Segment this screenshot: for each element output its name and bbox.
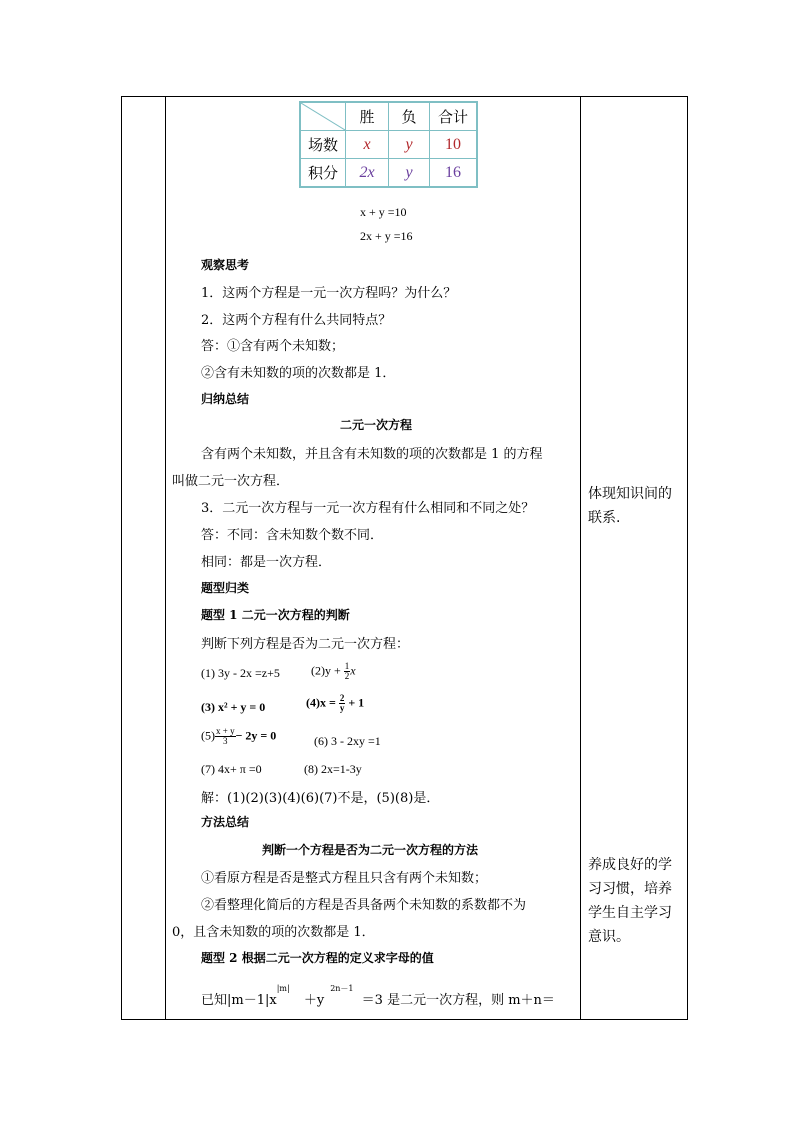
- method-title: 判断一个方程是否为二元一次方程的方法: [262, 843, 479, 857]
- row-label-points: 积分: [300, 159, 346, 188]
- problem-2-text: (2)y +: [311, 663, 341, 678]
- problem-6: (6) 3 - 2xy =1: [314, 734, 381, 748]
- summary-title: 二元一次方程: [340, 418, 413, 432]
- problem-8: (8) 2x=1-3y: [304, 762, 362, 776]
- problem-4: (4)x = $\frac{2}{y}$ + 1: [306, 693, 365, 713]
- sidenote-connection: 体现知识间的联系.: [588, 486, 672, 526]
- summary-heading: 归纳总结: [201, 392, 250, 406]
- method-step3: 0，且含未知数的项的次数都是 1．: [172, 925, 375, 940]
- column-divider-2: [580, 96, 581, 1020]
- fraction-two-over-y: $\frac{2}{y}$: [339, 693, 345, 713]
- summary-a4: 相同：都是一次方程．: [201, 555, 332, 570]
- header-total: 合计: [430, 102, 478, 131]
- type1-solution: 解：(1)(2)(3)(4)(6)(7)不是，(5)(8)是．: [201, 791, 440, 806]
- summary-q3: 3．二元一次方程与一元一次方程有什么相同和不同之处？: [201, 501, 535, 516]
- cell-points-loss: y: [389, 159, 430, 188]
- problem-1: (1) 3y - 2x =z+5: [201, 666, 280, 680]
- summary-a3: 答：不同：含未知数个数不同．: [201, 528, 384, 543]
- cell-games-win: x: [346, 131, 389, 159]
- method-heading: 方法总结: [201, 815, 250, 829]
- method-step2: ②看整理化简后的方程是否具备两个未知数的系数都不为: [201, 898, 527, 913]
- observe-a1: 答：①含有两个未知数；: [201, 339, 345, 354]
- equation-2: 2x + y =16: [360, 229, 413, 243]
- fraction-x-plus-y: $\frac{x + y}{3}$: [216, 726, 235, 746]
- cell-games-loss: y: [389, 131, 430, 159]
- type1-title: 题型 1 二元一次方程的判断: [201, 608, 350, 622]
- types-heading: 题型归类: [201, 581, 250, 595]
- method-step1: ①看原方程是否是整式方程且只含有两个未知数；: [201, 871, 488, 886]
- observe-q2: 2．这两个方程有什么共同特点？: [201, 313, 392, 328]
- observe-heading: 观察思考: [201, 258, 250, 272]
- problem-3: (3) x² + y = 0: [201, 700, 266, 714]
- equation-1: x + y =10: [360, 205, 407, 219]
- observe-a2: ②含有未知数的项的次数都是 1．: [201, 366, 396, 381]
- header-loss: 负: [389, 102, 430, 131]
- summary-line2: 叫做二元一次方程．: [172, 474, 290, 489]
- fraction-one-half: $\frac{1}{2}$: [344, 661, 350, 681]
- type2-question: 已知$|m-1|x^{|m|} +y^{2n-1} =3$ 是二元一次方程，则 m＋n＝: [201, 983, 555, 1008]
- sidenote-habits: 养成良好的学习习惯，培养学生自主学习意识。: [588, 857, 672, 945]
- problem-5: (5) $\frac{x + y}{3}$ − 2y = 0: [201, 726, 277, 746]
- summary-line1: 含有两个未知数，并且含有未知数的项的次数都是 1 的方程: [201, 447, 543, 462]
- problem-7: (7) 4x+ π =0: [201, 762, 262, 776]
- column-divider-1: [165, 96, 166, 1020]
- cell-games-total: 10: [430, 131, 478, 159]
- cell-points-win: 2x: [346, 159, 389, 188]
- row-label-games: 场数: [300, 131, 346, 159]
- corner-cell: [300, 102, 346, 131]
- win-loss-table: [299, 101, 478, 188]
- header-win: 胜: [346, 102, 389, 131]
- type2-title: 题型 2 根据二元一次方程的定义求字母的值: [201, 951, 434, 965]
- problem-2: (2)y + $\frac{1}{2}$ x: [311, 661, 356, 681]
- cell-points-total: 16: [430, 159, 478, 188]
- observe-q1: 1．这两个方程是一元一次方程吗？为什么？: [201, 286, 457, 301]
- type1-prompt: 判断下列方程是否为二元一次方程：: [201, 637, 410, 652]
